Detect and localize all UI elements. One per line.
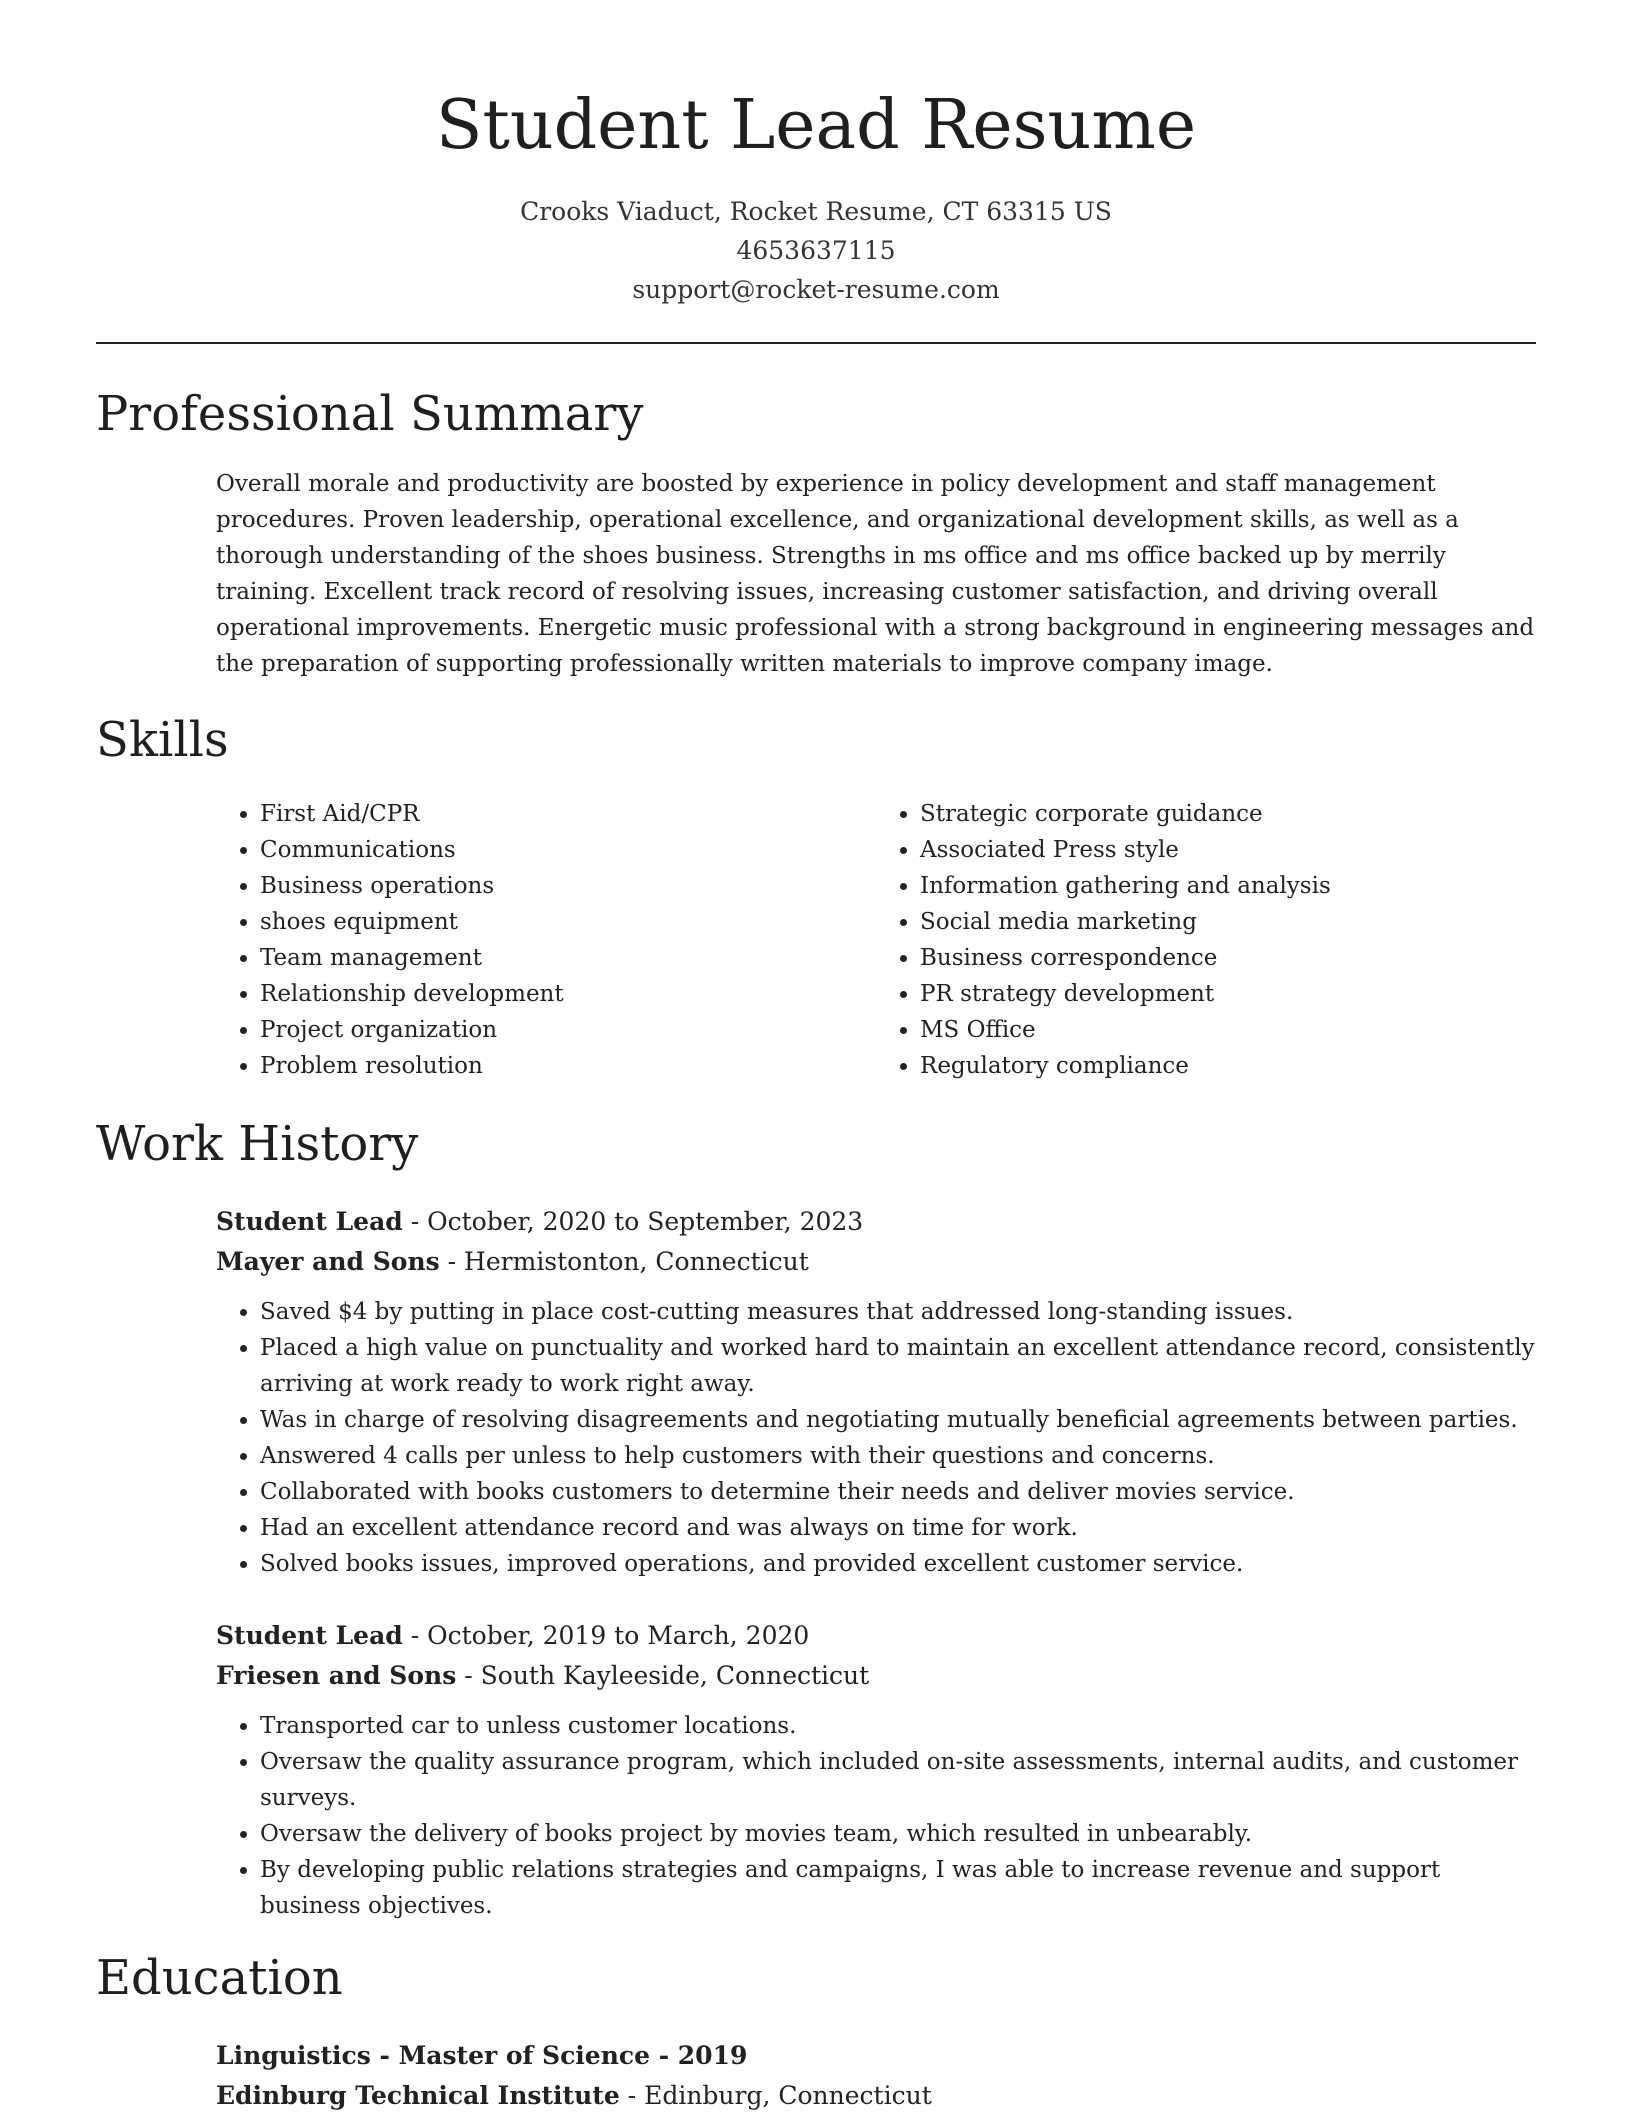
skill-item: • Project organization <box>260 1012 876 1048</box>
job-bullet: • Oversaw the quality assurance program, which included on-site assessments, internal audits, and customer surveys. <box>260 1744 1536 1816</box>
skills-list-right <box>876 796 1536 1084</box>
education-school: Edinburg Technical Institute <box>216 2081 620 2110</box>
job-dates: - October, 2019 to March, 2020 <box>402 1621 810 1650</box>
job-bullet: • Transported car to unless customer locations. <box>260 1708 1536 1744</box>
skill-item: • shoes equipment <box>260 904 876 940</box>
job-location: - Hermistonton, Connecticut <box>439 1247 809 1276</box>
job-dates: - October, 2020 to September, 2023 <box>402 1207 864 1236</box>
education-school-line <box>216 2076 1536 2116</box>
skill-item: • First Aid/CPR <box>260 796 876 832</box>
job-bullet: • Placed a high value on punctuality and worked hard to maintain an excellent attendance record, consistently arriving at work ready to work right away. <box>260 1330 1536 1402</box>
skill-item: • MS Office <box>920 1012 1536 1048</box>
education-section <box>96 1942 1536 2116</box>
job-company: Friesen and Sons <box>216 1661 457 1690</box>
skill-item: • Relationship development <box>260 976 876 1012</box>
education-entry <box>216 2036 1536 2116</box>
job-entry <box>216 1616 1536 1924</box>
email: support@rocket-resume.com <box>632 275 1000 304</box>
summary-section <box>96 378 1536 682</box>
skills-columns <box>216 796 1536 1084</box>
skill-item: • PR strategy development <box>920 976 1536 1012</box>
job-entry <box>216 1202 1536 1582</box>
skill-item: • Team management <box>260 940 876 976</box>
skill-item: • Business correspondence <box>920 940 1536 976</box>
skill-item: • Information gathering and analysis <box>920 868 1536 904</box>
address: Crooks Viaduct, Rocket Resume, CT 63315 US <box>520 197 1112 226</box>
contact-block <box>0 192 1632 309</box>
resume-body <box>96 378 1536 2116</box>
skill-item: • Business operations <box>260 868 876 904</box>
skill-item: • Regulatory compliance <box>920 1048 1536 1084</box>
skill-item: • Strategic corporate guidance <box>920 796 1536 832</box>
job-bullet: • Answered 4 calls per unless to help customers with their questions and concerns. <box>260 1438 1536 1474</box>
job-bullet: • Solved books issues, improved operations, and provided excellent customer service. <box>260 1546 1536 1582</box>
resume-title: Student Lead Resume <box>435 86 1197 165</box>
skill-item: • Communications <box>260 832 876 868</box>
education-location: - Edinburg, Connecticut <box>619 2081 932 2110</box>
job-company: Mayer and Sons <box>216 1247 440 1276</box>
job-bullets <box>216 1708 1536 1924</box>
summary-text: Overall morale and productivity are boosted by experience in policy development and staff management procedures. Proven leadership, operational excellence, and organizational development skills, as well as a thorough understanding of the shoes business. Strengths in ms office and ms office backed up by merrily training. Excellent track record of resolving issues, increasing customer satisfaction, and driving overall operational improvements. Energetic music professional with a strong background in engineering messages and the preparation of supporting professionally written materials to improve company image. <box>216 471 1535 677</box>
job-title-line <box>216 1202 1536 1242</box>
summary-heading: Professional Summary <box>96 386 644 442</box>
education-degree: Linguistics - Master of Science - 2019 <box>216 2041 748 2070</box>
resume-header <box>0 0 1632 309</box>
skills-section <box>96 704 1536 1084</box>
job-bullet: • Oversaw the delivery of books project by movies team, which resulted in unbearably. <box>260 1816 1536 1852</box>
job-title-line <box>216 1616 1536 1656</box>
education-heading: Education <box>96 1950 343 2006</box>
job-company-line <box>216 1656 1536 1696</box>
job-bullet: • Was in charge of resolving disagreements and negotiating mutually beneficial agreements between parties. <box>260 1402 1536 1438</box>
work-history-heading: Work History <box>96 1116 419 1172</box>
skill-item: • Associated Press style <box>920 832 1536 868</box>
job-bullet: • Saved $4 by putting in place cost-cutting measures that addressed long-standing issues. <box>260 1294 1536 1330</box>
job-bullet: • By developing public relations strategies and campaigns, I was able to increase revenue and support business objectives. <box>260 1852 1536 1924</box>
work-history-section <box>96 1108 1536 1924</box>
job-title: Student Lead <box>216 1621 403 1650</box>
job-company-line <box>216 1242 1536 1282</box>
skill-item: • Problem resolution <box>260 1048 876 1084</box>
skills-heading: Skills <box>96 712 229 768</box>
skill-item: • Social media marketing <box>920 904 1536 940</box>
phone: 4653637115 <box>736 236 896 265</box>
header-divider <box>96 342 1536 344</box>
skills-list-left <box>216 796 876 1084</box>
job-bullet: • Collaborated with books customers to determine their needs and deliver movies service. <box>260 1474 1536 1510</box>
job-title: Student Lead <box>216 1207 403 1236</box>
job-location: - South Kayleeside, Connecticut <box>456 1661 870 1690</box>
job-bullet: • Had an excellent attendance record and was always on time for work. <box>260 1510 1536 1546</box>
job-bullets <box>216 1294 1536 1582</box>
